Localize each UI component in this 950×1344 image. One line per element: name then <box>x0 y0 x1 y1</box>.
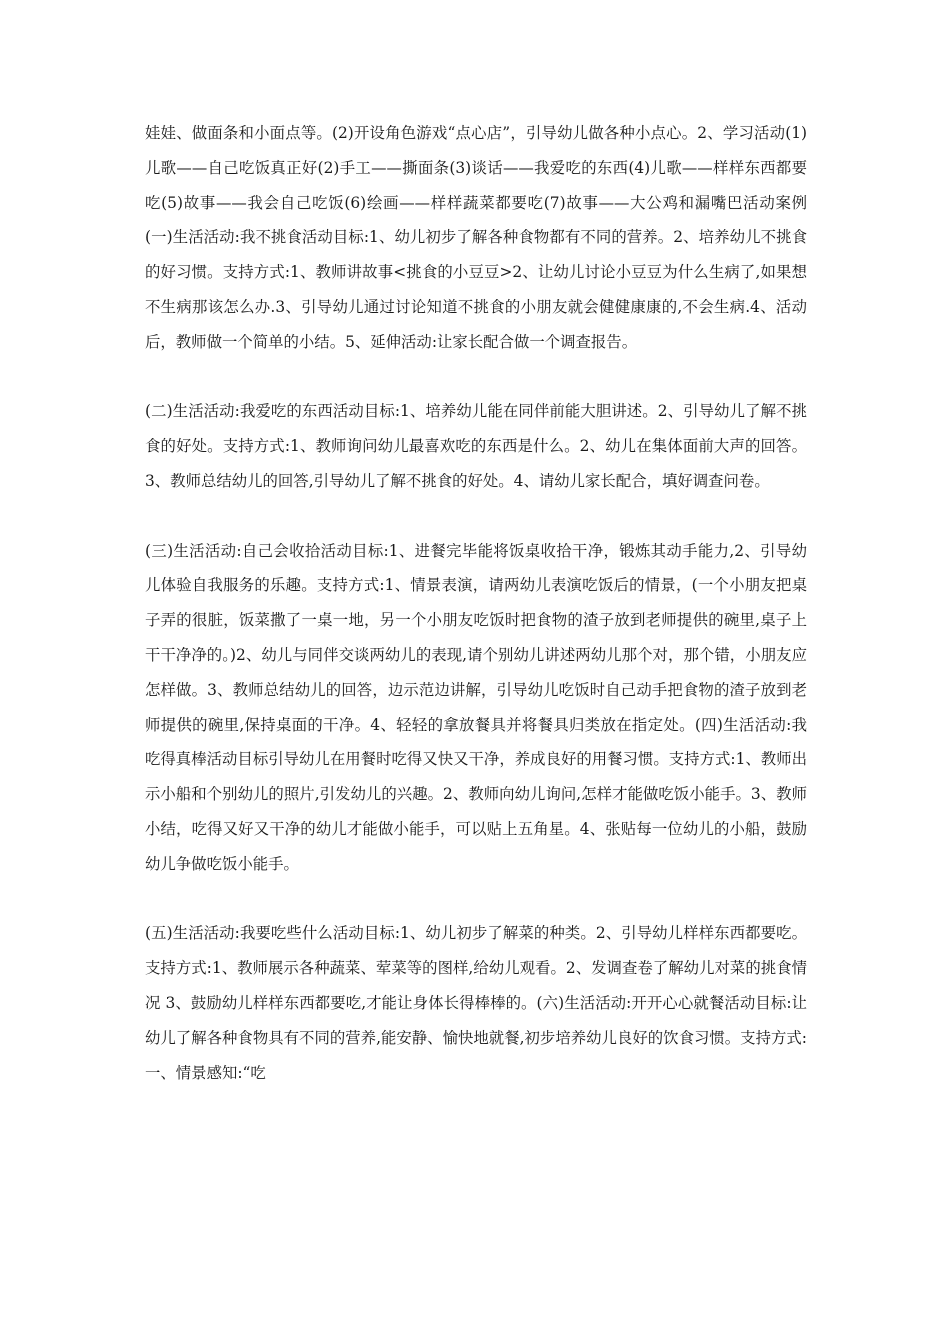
paragraph-3: (三)生活活动:自己会收拾活动目标:1、进餐完毕能将饭桌收拾干净，锻炼其动手能力,2、引导幼儿体验自我服务的乐趣。支持方式:1、情景表演，请两幼儿表演吃饭后的情景，(一个小朋友把桌子弄的很脏，饭菜撒了一桌一地，另一个小朋友吃饭时把食物的渣子放到老师提供的碗里,桌子上干干净净的。)2、幼儿与同伴交谈两幼儿的表现,请个别幼儿讲述两幼儿那个对，那个错，小朋友应怎样做。3、教师总结幼儿的回答，边示范边讲解，引导幼儿吃饭时自己动手把食物的渣子放到老师提供的碗里,保持桌面的干净。4、轻轻的拿放餐具并将餐具归类放在指定处。(四)生活活动:我吃得真棒活动目标引导幼儿在用餐时吃得又快又干净，养成良好的用餐习惯。支持方式:1、教师出示小船和个别幼儿的照片,引发幼儿的兴趣。2、教师向幼儿询问,怎样才能做吃饭小能手。3、教师小结，吃得又好又干净的幼儿才能做小能手，可以贴上五角星。4、张贴每一位幼儿的小船，鼓励幼儿争做吃饭小能手。 <box>145 541 807 873</box>
paragraph-2: (二)生活活动:我爱吃的东西活动目标:1、培养幼儿能在同伴前能大胆讲述。2、引导幼儿了解不挑食的好处。支持方式:1、教师询问幼儿最喜欢吃的东西是什么。2、幼儿在集体面前大声的回答。3、教师总结幼儿的回答,引导幼儿了解不挑食的好处。4、请幼儿家长配合，填好调查问卷。 <box>145 402 807 490</box>
paragraph-1: 娃娃、做面条和小面点等。(2)开设角色游戏“点心店”，引导幼儿做各种小点心。2、学习活动(1)儿歌——自己吃饭真正好(2)手工——撕面条(3)谈话——我爱吃的东西(4)儿歌——样样东西都要吃(5)故事——我会自己吃饭(6)绘画——样样蔬菜都要吃(7)故事——大公鸡和漏嘴巴活动案例(一)生活活动:我不挑食活动目标:1、幼儿初步了解各种食物都有不同的营养。2、培养幼儿不挑食的好习惯。支持方式:1、教师讲故事<挑食的小豆豆>2、让幼儿讨论小豆豆为什么生病了,如果想不生病那该怎么办.3、引导幼儿通过讨论知道不挑食的小朋友就会健健康康的,不会生病.4、活动后，教师做一个简单的小结。5、延伸活动:让家长配合做一个调查报告。 <box>145 124 807 351</box>
paragraph-4: (五)生活活动:我要吃些什么活动目标:1、幼儿初步了解菜的种类。2、引导幼儿样样东西都要吃。支持方式:1、教师展示各种蔬菜、荤菜等的图样,给幼儿观看。2、发调查卷了解幼儿对菜的挑食情况 3、鼓励幼儿样样东西都要吃,才能让身体长得棒棒的。(六)生活活动:开开心心就餐活动目标:让幼儿了解各种食物具有不同的营养,能安静、愉快地就餐,初步培养幼儿良好的饮食习惯。支持方式:一、情景感知:“吃 <box>145 924 807 1082</box>
document-body <box>145 116 807 1090</box>
